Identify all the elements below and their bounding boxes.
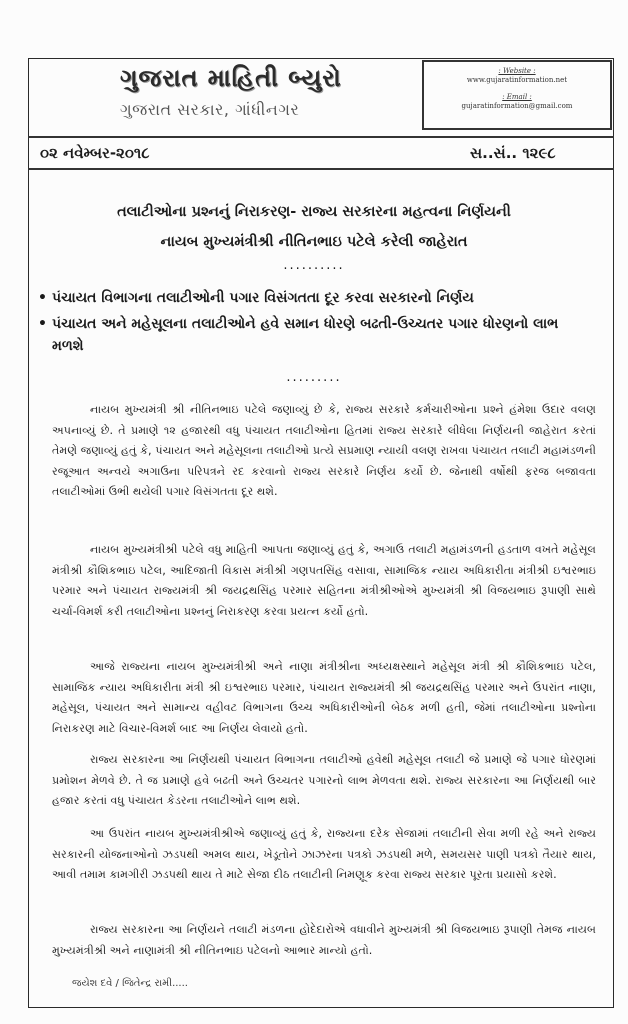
bullet-text: પંચાયત અને મહેસૂલના તલાટીઓને હવે સમાન ધોરણે બઢતી-ઉચ્ચતર પગાર ધોરણનો લાભ મળશે (52, 316, 559, 354)
email-label: : Email : (502, 93, 532, 101)
paragraph: રાજ્ય સરકારના આ નિર્ણયને તલાટી મંડળના હોદેદારોએ વધાવીને મુખ્યમંત્રી શ્રી વિજયભાઇ રૂપાણી તેમજ નાયબ મુખ્યમંત્રીશ્રી અને નાણામંત્રી શ્રી નીતિનભાઇ પટેલનો આભાર માન્યો હતો. (52, 923, 596, 957)
bullet-item (38, 287, 582, 309)
reference-number: સ..સં.. ૧૨૯૮ (470, 144, 556, 162)
headline-line-1: તલાટીઓના પ્રશ્નનું નિરાકરણ- રાજ્ય સરકારના મહત્વના નિર્ણયની (117, 204, 511, 220)
bullet-icon: • (38, 316, 47, 332)
release-date: ૦૨ નવેમ્બર-૨૦૧૮ (40, 144, 150, 162)
office-subtitle: ગુજરાત સરકાર, ગાંધીનગર (120, 100, 300, 119)
headline-line-2: નાયબ મુખ્યમંત્રીશ્રી નીતિનભાઇ પટેલે કરેલી જાહેરાત (160, 234, 468, 250)
paragraph: નાયબ મુખ્યમંત્રી શ્રી નીતિનભાઇ પટેલે જણાવ્યું છે કે, રાજ્ય સરકારે કર્મચારીઓના પ્રશ્ને હંમેશા ઉદાર વલણ અપનાવ્યું છે. તે પ્રમાણે ૧૨ હજારથી વધુ પંચાયત તલાટીઓના હિતમાં રાજ્ય સરકારે લીધેલા નિર્ણયની જાહેરાત કરતાં તેમણે જણાવ્યું હતું કે, પંચાયત અને મહેસૂલના તલાટીઓ પ્રત્યે સપ્રમાણ ન્યાયી વલણ રાખવા પંચાયત તલાટી મહામંડળની રજૂઆત અન્વયે અગાઉના પરિપત્રને રદ કરવાનો રાજ્ય સરકારે નિર્ણય કર્યો છે. જેનાથી વર્ષોથી ફરજ બજાવતા તલાટીઓમાં ઉભી થયેલી પગાર વિસંગતતા દૂર થશે. (52, 403, 596, 499)
bullet-item (38, 313, 582, 357)
divider-top (28, 136, 614, 138)
separator-dots: ......... (286, 370, 342, 385)
bullet-icon: • (38, 290, 47, 306)
bullet-text: પંચાયત વિભાગના તલાટીઓની પગાર વિસંગતતા દૂર કરવા સરકારનો નિર્ણય (52, 290, 474, 306)
paragraph: આ ઉપરાંત નાયબ મુખ્યમંત્રીશ્રીએ જણાવ્યું હતું કે, રાજ્યના દરેક સેજામાં તલાટીની સેવા મળી રહે અને રાજ્ય સરકારની યોજનાઓનો ઝડપથી અમલ થાય, ખેડૂતોને ઝાઝરના પત્રકો ઝડપથી મળે, સમયસર પાણી પત્રકો તૈયાર થાય, આવી તમામ કામગીરી ઝડપથી થાય તે માટે સેજા દીઠ તલાટીની નિમણૂક કરવા રાજ્ય સરકાર પૂરતા પ્રયાસો કરશે. (52, 827, 596, 882)
separator-dots: .......... (283, 258, 345, 273)
office-title: ગુજરાત માહિતી બ્યુરો (120, 64, 342, 92)
paragraph: આજે રાજ્યના નાયબ મુખ્યમંત્રીશ્રી અને નાણા મંત્રીશ્રીના અધ્યક્ષસ્થાને મહેસૂલ મંત્રી શ્રી કૌશિકભાઇ પટેલ, સામાજિક ન્યાય અધિકારીતા મંત્રી શ્રી ઇશ્વરભાઇ પરમાર, પંચાયત રાજ્યમંત્રી શ્રી જયદ્રથસિંહ પરમાર અને ઉપરાંત નાણા, મહેસૂલ, પંચાયત અને સામાન્ય વહીવટ વિભાગના ઉચ્ચ અધિકારીઓની બેઠક મળી હતી, જેમાં તલાટીઓના પ્રશ્નોના નિરાકરણ માટે વિચાર-વિમર્શ બાદ આ નિર્ણય લેવાયો હતો. (52, 660, 596, 735)
contact-box (422, 60, 612, 130)
paragraph: નાયબ મુખ્યમંત્રીશ્રી પટેલે વધુ માહિતી આપતા જણાવ્યું હતું કે, અગાઉ તલાટી મહામંડળની હડતાળ વખતે મહેસૂલ મંત્રીશ્રી કૌશિકભાઇ પટેલ, આદિજાતી વિકાસ મંત્રીશ્રી ગણપતસિંહ વસાવા, સામાજિક ન્યાય અધિકારીતા મંત્રીશ્રી ઇશ્વરભાઇ પરમાર અને પંચાયત રાજ્યમંત્રી શ્રી જયદ્રથસિંહ પરમાર સહિતના મંત્રીશ્રીઓએ મુખ્યમંત્રી શ્રી વિજયભાઇ રૂપાણી સાથે ચર્ચા-વિમર્શ કરી તલાટીઓના પ્રશ્નનું નિરાકરણ કરવા પ્રયત્ન કર્યો હતો. (52, 543, 596, 618)
letterhead (120, 58, 420, 126)
divider-bottom (28, 168, 614, 170)
website-label: : Website : (498, 67, 536, 75)
signoff: જયેશ દવે / જિતેન્દ્ર રામી..... (72, 978, 188, 989)
website-url[interactable]: www.gujaratinformation.net (466, 76, 568, 84)
paragraph: રાજ્ય સરકારના આ નિર્ણયથી પંચાયત વિભાગના તલાટીઓ હવેથી મહેસૂલ તલાટી જે પ્રમાણે જે પગાર ધોરણમાં પ્રમોશન મેળવે છે. તે જ પ્રમાણે હવે બઢતી અને ઉચ્ચતર પગારનો લાભ મેળવતા થશે. રાજ્ય સરકારના આ નિર્ણયથી બાર હજાર કરતાં વધુ પંચાયત કેડરના તલાટીઓને લાભ થશે. (52, 753, 596, 808)
email-address[interactable]: gujaratinformation@gmail.com (461, 102, 573, 110)
